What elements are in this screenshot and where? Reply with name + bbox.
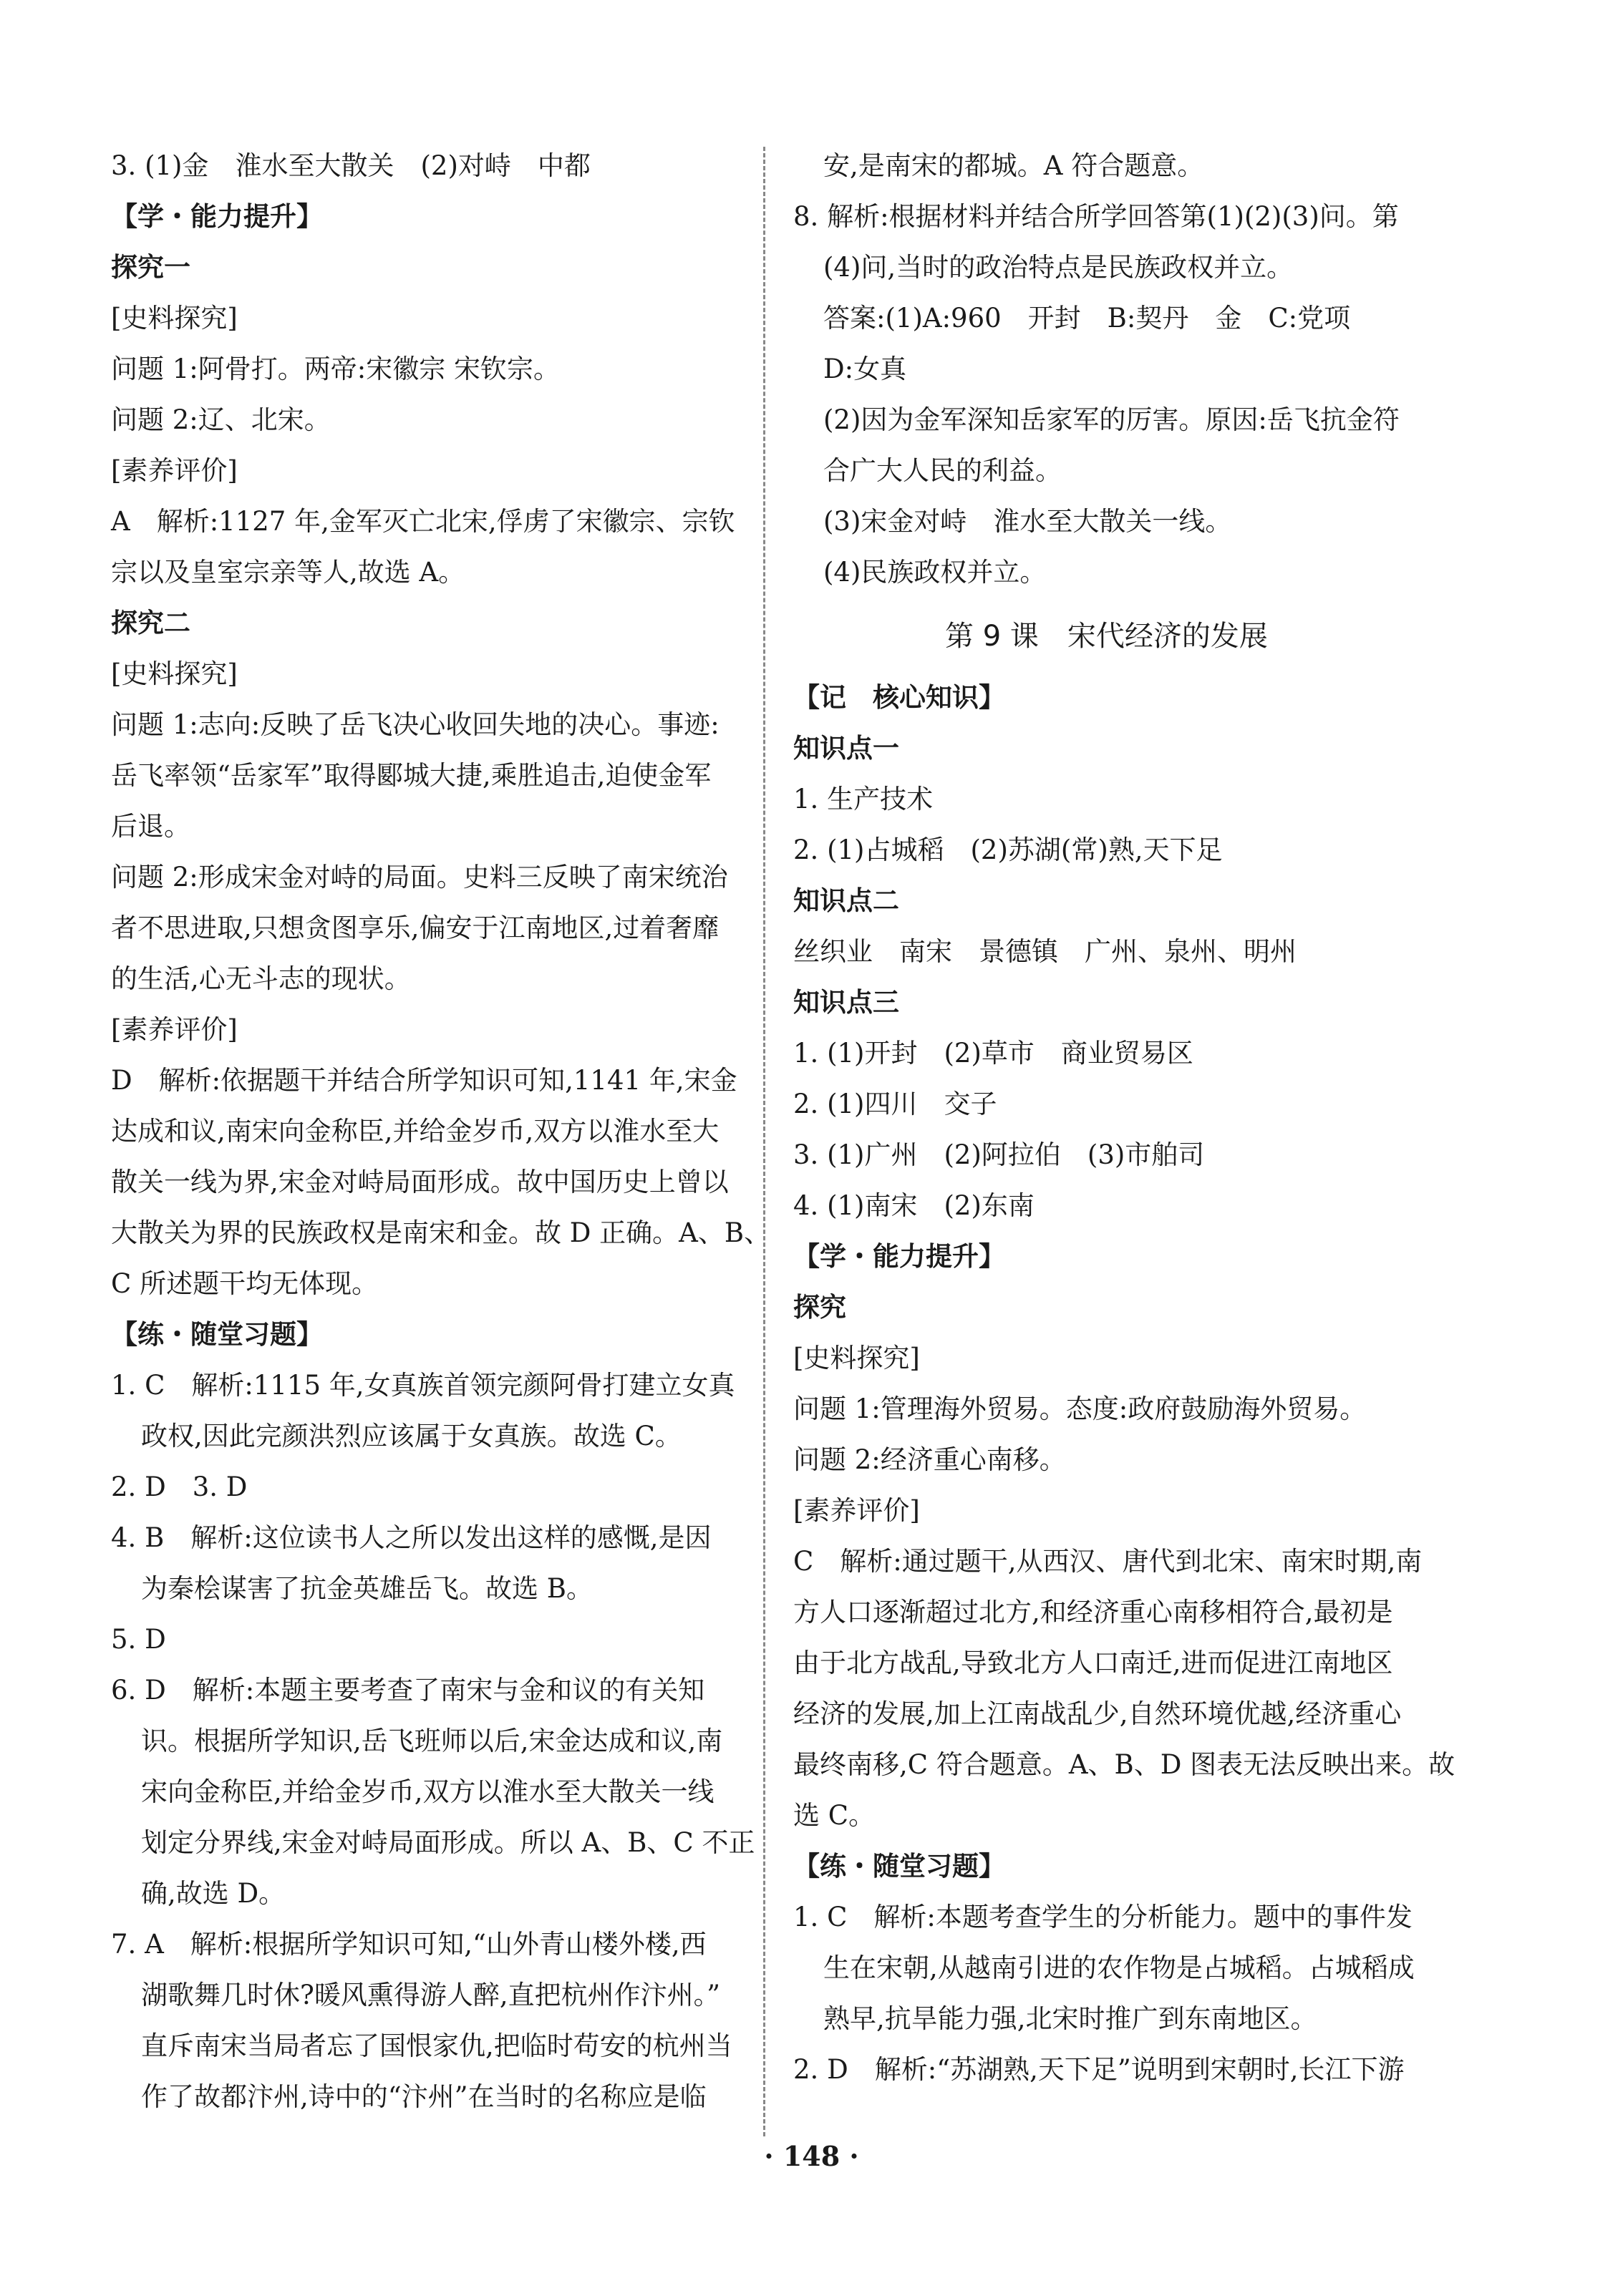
section-heading: 知识点三	[793, 987, 899, 1018]
text-line: 方人口逐渐超过北方,和经济重心南移相符合,最初是	[793, 1597, 1393, 1628]
text-line: [素养评价]	[793, 1495, 920, 1526]
text-line: 5. D	[111, 1624, 166, 1655]
text-line: 问题 2:经济重心南移。	[793, 1444, 1066, 1475]
text-line: 3. (1)广州 (2)阿拉伯 (3)市舶司	[793, 1139, 1205, 1170]
text-line: 确,故选 D。	[141, 1878, 286, 1909]
text-line: 7. A 解析:根据所学知识可知,“山外青山楼外楼,西	[111, 1929, 707, 1960]
text-line: 作了故都汴州,诗中的“汴州”在当时的名称应是临	[141, 2081, 707, 2112]
text-line: 政权,因此完颜洪烈应该属于女真族。故选 C。	[141, 1421, 682, 1451]
text-line: 1. 生产技术	[793, 784, 934, 814]
text-line: 后退。	[111, 811, 190, 842]
text-line: 3. (1)金 淮水至大散关 (2)对峙 中都	[111, 150, 591, 181]
section-heading: 知识点一	[793, 733, 899, 764]
text-line: A 解析:1127 年,金军灭亡北宋,俘虏了宋徽宗、宗钦	[111, 506, 735, 537]
text-line: D:女真	[823, 354, 907, 384]
text-line: (2)因为金军深知岳家军的厉害。原因:岳飞抗金符	[823, 404, 1400, 435]
text-line: 问题 2:辽、北宋。	[111, 404, 331, 435]
text-line: (4)民族政权并立。	[823, 557, 1047, 588]
text-line: 选 C。	[793, 1800, 876, 1831]
section-heading: 探究一	[111, 252, 190, 283]
text-line: 散关一线为界,宋金对峙局面形成。故中国历史上曾以	[111, 1167, 729, 1197]
text-line: 者不思进取,只想贪图享乐,偏安于江南地区,过着奢靡	[111, 913, 720, 943]
section-heading: 知识点二	[793, 885, 899, 916]
text-line: 4. B 解析:这位读书人之所以发出这样的感慨,是因	[111, 1522, 712, 1553]
page-number: · 148 ·	[764, 2140, 859, 2172]
text-line: 4. (1)南宋 (2)东南	[793, 1190, 1035, 1221]
text-line: 2. (1)四川 交子	[793, 1089, 997, 1119]
text-line: 岳飞率领“岳家军”取得郾城大捷,乘胜追击,迫使金军	[111, 760, 712, 791]
text-line: 的生活,心无斗志的现状。	[111, 963, 411, 994]
column-divider	[763, 147, 765, 2136]
text-line: 由于北方战乱,导致北方人口南迁,进而促进江南地区	[793, 1648, 1393, 1678]
text-line: 合广大人民的利益。	[823, 455, 1062, 486]
text-line: 划定分界线,宋金对峙局面形成。所以 A、B、C 不正	[141, 1827, 755, 1858]
text-line: 经济的发展,加上江南战乱少,自然环境优越,经济重心	[793, 1698, 1402, 1729]
section-heading: 【学・能力提升】	[793, 1241, 1005, 1272]
text-line: (4)问,当时的政治特点是民族政权并立。	[823, 252, 1294, 283]
text-line: 8. 解析:根据材料并结合所学回答第(1)(2)(3)问。第	[793, 201, 1399, 232]
text-line: 大散关为界的民族政权是南宋和金。故 D 正确。A、B、	[111, 1217, 771, 1248]
text-line: 2. D 3. D	[111, 1472, 248, 1502]
section-heading: 【记 核心知识】	[793, 682, 1005, 713]
text-line: 问题 1:阿骨打。两帝:宋徽宗 宋钦宗。	[111, 354, 560, 384]
text-line: 为秦桧谋害了抗金英雄岳飞。故选 B。	[141, 1573, 593, 1604]
text-line: 问题 1:管理海外贸易。态度:政府鼓励海外贸易。	[793, 1393, 1367, 1424]
text-line: 丝织业 南宋 景德镇 广州、泉州、明州	[793, 936, 1297, 967]
text-line: 湖歌舞几时休?暖风熏得游人醉,直把杭州作汴州。”	[141, 1980, 721, 2010]
lesson-title: 第 9 课 宋代经济的发展	[945, 620, 1268, 653]
text-line: 问题 2:形成宋金对峙的局面。史料三反映了南宋统治	[111, 862, 728, 892]
text-line: 识。根据所学知识,岳飞班师以后,宋金达成和议,南	[141, 1726, 723, 1756]
text-line: 问题 1:志向:反映了岳飞决心收回失地的决心。事迹:	[111, 709, 720, 740]
text-line: 答案:(1)A:960 开封 B:契丹 金 C:党项	[823, 303, 1351, 334]
text-line: 2. (1)占城稻 (2)苏湖(常)熟,天下足	[793, 835, 1223, 865]
section-heading: 【练・随堂习题】	[793, 1851, 1005, 1882]
text-line: 直斥南宋当局者忘了国恨家仇,把临时苟安的杭州当	[141, 2030, 732, 2061]
section-heading: 探究	[793, 1292, 846, 1323]
text-line: [素养评价]	[111, 1014, 238, 1045]
text-line: [史料探究]	[793, 1343, 920, 1373]
left-column	[111, 140, 771, 2122]
text-line: 达成和议,南宋向金称臣,并给金岁币,双方以淮水至大	[111, 1116, 720, 1147]
text-line: 1. (1)开封 (2)草市 商业贸易区	[793, 1038, 1193, 1069]
section-heading: 【学・能力提升】	[111, 201, 323, 232]
section-heading: 【练・随堂习题】	[111, 1319, 323, 1350]
section-heading: 探究二	[111, 608, 190, 638]
text-line: [史料探究]	[111, 303, 238, 334]
text-line: 2. D 解析:“苏湖熟,天下足”说明到宋朝时,长江下游	[793, 2054, 1405, 2085]
text-line: (3)宋金对峙 淮水至大散关一线。	[823, 506, 1232, 537]
text-line: D 解析:依据题干并结合所学知识可知,1141 年,宋金	[111, 1065, 737, 1096]
text-line: [史料探究]	[111, 658, 238, 689]
text-line: 熟早,抗旱能力强,北宋时推广到东南地区。	[823, 2003, 1317, 2034]
right-column	[793, 140, 1455, 2095]
text-line: 生在宋朝,从越南引进的农作物是占城稻。占城稻成	[823, 1952, 1415, 1983]
text-line: 最终南移,C 符合题意。A、B、D 图表无法反映出来。故	[793, 1749, 1455, 1780]
text-line: C 解析:通过题干,从西汉、唐代到北宋、南宋时期,南	[793, 1546, 1423, 1577]
text-line: 6. D 解析:本题主要考查了南宋与金和议的有关知	[111, 1675, 705, 1706]
text-line: 安,是南宋的都城。A 符合题意。	[823, 150, 1204, 181]
text-line: 宋向金称臣,并给金岁币,双方以淮水至大散关一线	[141, 1776, 714, 1807]
text-line: 1. C 解析:1115 年,女真族首领完颜阿骨打建立女真	[111, 1370, 735, 1401]
text-line: 1. C 解析:本题考查学生的分析能力。题中的事件发	[793, 1902, 1413, 1932]
text-line: [素养评价]	[111, 455, 238, 486]
text-line: 宗以及皇室宗亲等人,故选 A。	[111, 557, 465, 588]
text-line: C 所述题干均无体现。	[111, 1268, 379, 1299]
